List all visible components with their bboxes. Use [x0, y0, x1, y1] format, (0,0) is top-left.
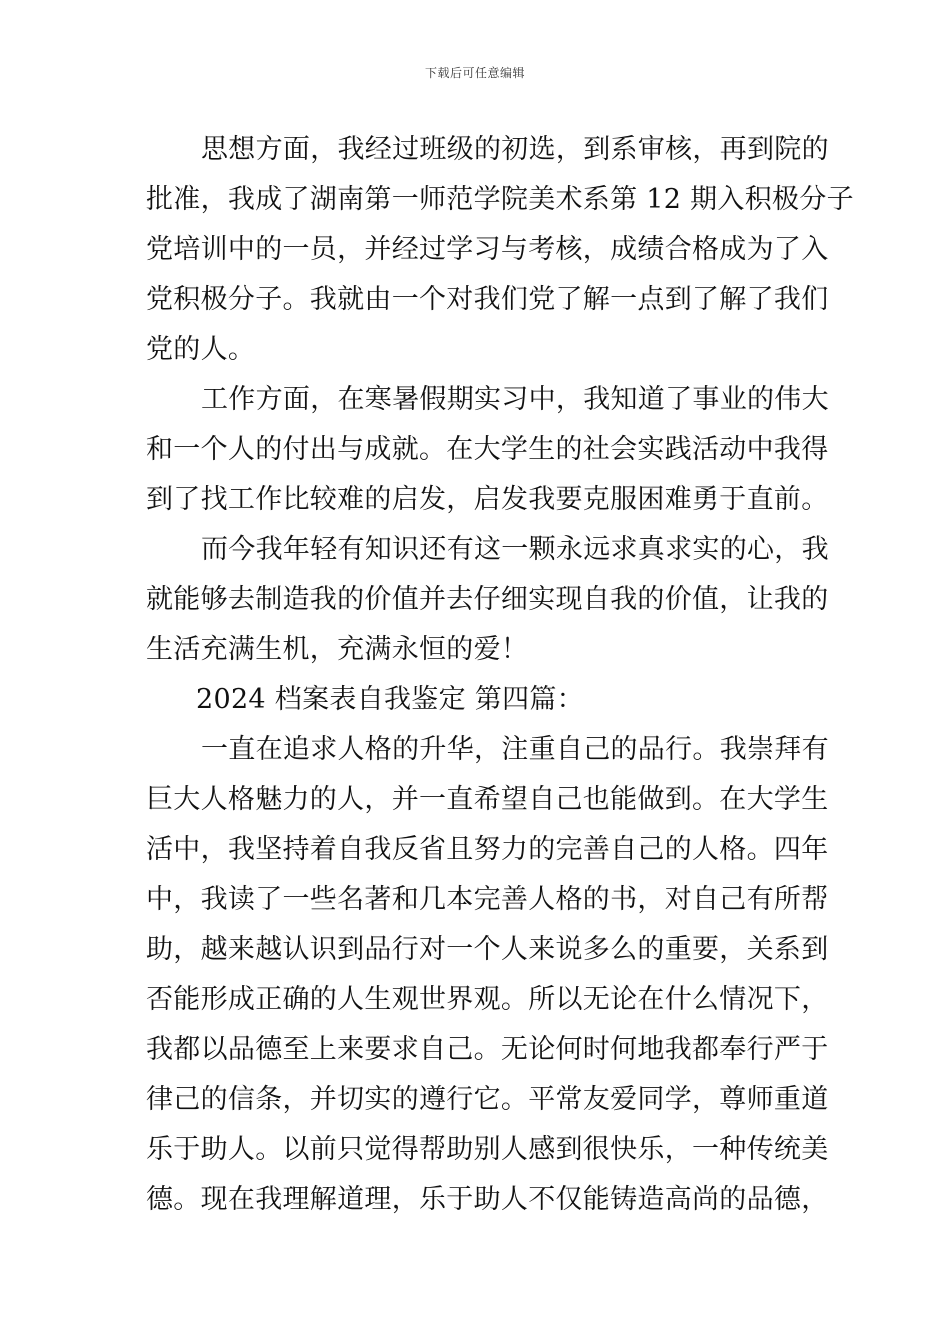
- text-line: 批准，我成了湖南第一师范学院美术系第 12 期入积极分子: [146, 184, 854, 215]
- text-line: 思想方面，我经过班级的初选，到系审核，再到院的: [201, 134, 829, 165]
- page-header: 下载后可任意编辑: [424, 66, 525, 80]
- text-line: 我都以品德至上来要求自己。无论何时何地我都奉行严于: [146, 1034, 829, 1065]
- text-line: 助，越来越认识到品行对一个人来说多么的重要，关系到: [146, 934, 829, 965]
- text-line: 就能够去制造我的价值并去仔细实现自我的价值，让我的: [146, 584, 829, 615]
- text-line: 否能形成正确的人生观世界观。所以无论在什么情况下，: [146, 984, 829, 1015]
- text-line: 中，我读了一些名著和几本完善人格的书，对自己有所帮: [146, 884, 829, 915]
- text-line: 党培训中的一员，并经过学习与考核，成绩合格成为了入: [146, 234, 829, 265]
- text-line: 德。现在我理解道理，乐于助人不仅能铸造高尚的品德，: [146, 1184, 829, 1215]
- text-line: 党的人。: [146, 334, 256, 365]
- text-line: 活中，我坚持着自我反省且努力的完善自己的人格。四年: [146, 834, 829, 865]
- text-line: 律己的信条，并切实的遵行它。平常友爱同学，尊师重道: [146, 1084, 829, 1115]
- text-line: 工作方面，在寒暑假期实习中，我知道了事业的伟大: [201, 384, 829, 415]
- text-line: 巨大人格魅力的人，并一直希望自己也能做到。在大学生: [146, 784, 829, 815]
- text-line: 和一个人的付出与成就。在大学生的社会实践活动中我得: [146, 434, 829, 465]
- text-line: 到了找工作比较难的启发，启发我要克服困难勇于直前。: [146, 484, 829, 515]
- text-line: 生活充满生机，充满永恒的爱！: [146, 634, 529, 665]
- text-line: 而今我年轻有知识还有这一颗永远求真求实的心，我: [201, 534, 829, 565]
- section-heading: 2024 档案表自我鉴定 第四篇：: [196, 684, 584, 715]
- text-line: 一直在追求人格的升华，注重自己的品行。我崇拜有: [201, 734, 829, 765]
- text-line: 党积极分子。我就由一个对我们党了解一点到了解了我们: [146, 284, 829, 315]
- text-line: 乐于助人。以前只觉得帮助别人感到很快乐，一种传统美: [146, 1134, 829, 1165]
